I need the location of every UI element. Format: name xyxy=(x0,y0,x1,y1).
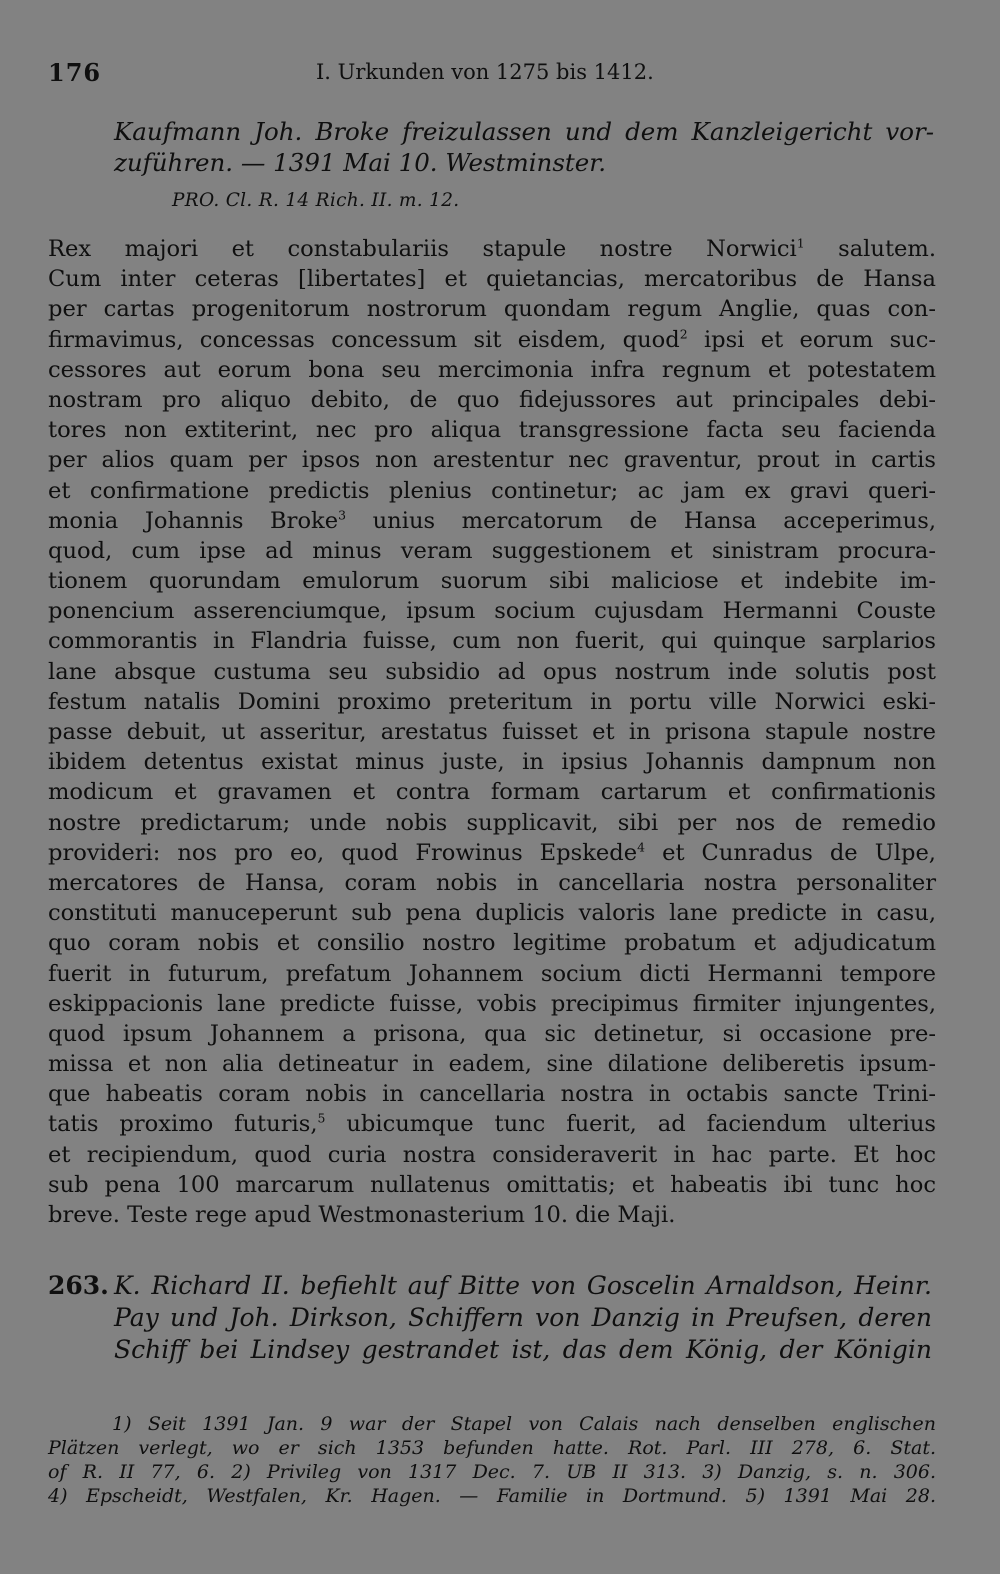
body-text-run: commorantis in Flandria fuisse, cum non fuerit, qui quinque sarplarios xyxy=(48,628,936,655)
body-line xyxy=(48,234,936,264)
body-text-run: Rex majori et constabulariis stapule nostre Norwici xyxy=(48,236,797,262)
summary-line: Kaufmann Joh. Broke freizulassen und dem Kanzleigericht vor- xyxy=(114,117,934,146)
body-text-run: missa et non alia detineatur in eadem, sine dilatione deliberetis ipsum- xyxy=(48,1051,936,1078)
footnotes xyxy=(48,1412,936,1508)
page-number: 176 xyxy=(48,58,102,87)
body-text-run: tionem quorundam emulorum suorum sibi maliciose et indebite im- xyxy=(48,568,936,595)
body-text-run: eskippacionis lane predicte fuisse, vobis precipimus firmiter injungentes, xyxy=(48,990,936,1017)
body-line xyxy=(48,1170,936,1200)
entry-line: Schiff bei Lindsey gestrandet ist, das dem König, der Königin xyxy=(114,1335,932,1364)
body-text-run: ipsi et eorum suc- xyxy=(687,326,936,353)
document-summary xyxy=(114,116,934,178)
body-text-run: et Cunradus de Ulpe, xyxy=(645,839,936,866)
body-text-run: constituti manuceperunt sub pena duplicis valoris lane predicte in casu, xyxy=(48,900,936,927)
body-text-run: tores non extiterint, nec pro aliqua transgressione facta seu facienda xyxy=(48,417,936,444)
footnote-marker: 1 xyxy=(796,235,805,251)
body-line xyxy=(48,1049,936,1079)
body-text-run: provideri: nos pro eo, quod Frowinus Epskede xyxy=(48,839,638,866)
entry-line: K. Richard II. befiehlt auf Bitte von Goscelin Arnaldson, Heinr. xyxy=(114,1271,932,1300)
body-text-run: modicum et gravamen et contra formam cartarum et confirmationis xyxy=(48,779,936,806)
archival-source: PRO. Cl. R. 14 Rich. II. m. 12. xyxy=(172,190,460,211)
document-body-text xyxy=(48,234,936,1230)
footnote-marker: 2 xyxy=(679,326,688,342)
footnote-marker: 3 xyxy=(338,507,347,523)
body-text-run: sub pena 100 marcarum nullatenus omittatis; et habeatis ibi tunc hoc xyxy=(48,1171,936,1198)
body-text-run: quod, cum ipse ad minus veram suggestionem et sinistram procura- xyxy=(48,537,936,564)
entry-summary xyxy=(114,1270,932,1366)
body-line xyxy=(48,928,936,958)
body-text-run: lane absque custuma seu subsidio ad opus nostrum inde solutis post xyxy=(48,658,936,685)
body-line xyxy=(48,1079,936,1109)
body-line xyxy=(48,536,936,566)
body-line xyxy=(48,355,936,385)
body-text-run: quod ipsum Johannem a prisona, qua sic detinetur, si occasione pre- xyxy=(48,1020,936,1047)
page-header xyxy=(48,58,936,92)
body-text-run: passe debuit, ut asseritur, arestatus fuisset et in prisona stapule nostre xyxy=(48,719,936,745)
body-text-run: firmavimus, concessas concessum sit eisdem, quod xyxy=(48,326,680,353)
body-line xyxy=(48,626,936,656)
body-text-run: et recipiendum, quod curia nostra consideraverit in hac parte. Et hoc xyxy=(48,1141,936,1168)
body-text-run: cessores aut eorum bona seu mercimonia infra regnum et potestatem xyxy=(48,356,936,383)
body-text-run: ponencium asserenciumque, ipsum socium cujusdam Hermanni Couste xyxy=(48,598,936,625)
body-line xyxy=(48,808,936,838)
entry-line: Pay und Joh. Dirkson, Schiffern von Danzig in Preufsen, deren xyxy=(114,1303,932,1332)
footnote-marker: 4 xyxy=(637,839,646,855)
footnote-line: of R. II 77, 6. 2) Privileg von 1317 Dec. 7. UB II 313. 3) Danzig, s. n. 306. xyxy=(48,1461,936,1483)
body-line xyxy=(48,385,936,415)
body-line xyxy=(48,1109,936,1139)
running-title: I. Urkunden von 1275 bis 1412. xyxy=(316,60,654,84)
body-text-run: salutem. xyxy=(804,236,936,262)
body-text-run: quo coram nobis et consilio nostro legitime probatum et adjudicatum xyxy=(48,930,936,957)
body-line xyxy=(48,657,936,687)
body-line xyxy=(48,838,936,868)
footnote-line: 4) Epscheidt, Westfalen, Kr. Hagen. — Familie in Dortmund. 5) 1391 Mai 28. xyxy=(48,1485,936,1507)
body-line xyxy=(48,989,936,1019)
body-text-run: mercatores de Hansa, coram nobis in cancellaria nostra personaliter xyxy=(48,869,936,896)
body-line xyxy=(48,898,936,928)
body-line xyxy=(48,959,936,989)
body-text-run: et confirmatione predictis plenius continetur; ac jam ex gravi queri- xyxy=(48,477,936,504)
body-line xyxy=(48,506,936,536)
footnote-marker: 5 xyxy=(317,1110,326,1126)
footnote-line: 1) Seit 1391 Jan. 9 war der Stapel von Calais nach denselben englischen xyxy=(112,1413,936,1435)
entry-number: 263. xyxy=(48,1271,109,1300)
body-text-run: nostre predictarum; unde nobis supplicavit, sibi per nos de remedio xyxy=(48,809,936,836)
body-line xyxy=(48,747,936,777)
summary-line: zuführen. — 1391 Mai 10. Westminster. xyxy=(114,148,607,177)
body-line xyxy=(48,1140,936,1170)
body-line xyxy=(48,717,936,747)
body-line xyxy=(48,777,936,807)
body-text-run: per cartas progenitorum nostrorum quondam regum Anglie, quas con- xyxy=(48,296,936,323)
body-text-run: que habeatis coram nobis in cancellaria nostra in octabis sancte Trini- xyxy=(48,1081,936,1108)
body-text-run: festum natalis Domini proximo preteritum in portu ville Norwici eski- xyxy=(48,688,936,715)
body-text-run: tatis proximo futuris, xyxy=(48,1111,318,1138)
body-line xyxy=(48,1019,936,1049)
footnote-line: Plätzen verlegt, wo er sich 1353 befunden hatte. Rot. Parl. III 278, 6. Stat. xyxy=(48,1437,936,1459)
body-line xyxy=(48,415,936,445)
body-text-run: breve. Teste rege apud Westmonasterium 10. die Maji. xyxy=(48,1202,676,1228)
body-line xyxy=(48,687,936,717)
body-text-run: unius mercatorum de Hansa acceperimus, xyxy=(346,507,936,534)
body-line xyxy=(48,596,936,626)
body-text-run: monia Johannis Broke xyxy=(48,507,339,534)
body-text-run: ibidem detentus existat minus juste, in ipsius Johannis dampnum non xyxy=(48,749,936,776)
body-text-run: ubicumque tunc fuerit, ad faciendum ulterius xyxy=(325,1111,936,1138)
body-text-run: per alios quam per ipsos non arestentur nec graventur, prout in cartis xyxy=(48,447,936,474)
body-line xyxy=(48,868,936,898)
body-line xyxy=(48,325,936,355)
body-text-run: fuerit in futurum, prefatum Johannem socium dicti Hermanni tempore xyxy=(48,960,936,987)
body-text-run: nostram pro aliquo debito, de quo fidejussores aut principales debi- xyxy=(48,386,936,413)
body-line xyxy=(48,294,936,324)
body-text-run: Cum inter ceteras [libertates] et quietancias, mercatoribus de Hansa xyxy=(48,266,936,293)
body-line xyxy=(48,566,936,596)
body-line xyxy=(48,476,936,506)
body-line xyxy=(48,445,936,475)
body-line xyxy=(48,1200,936,1230)
body-line xyxy=(48,264,936,294)
